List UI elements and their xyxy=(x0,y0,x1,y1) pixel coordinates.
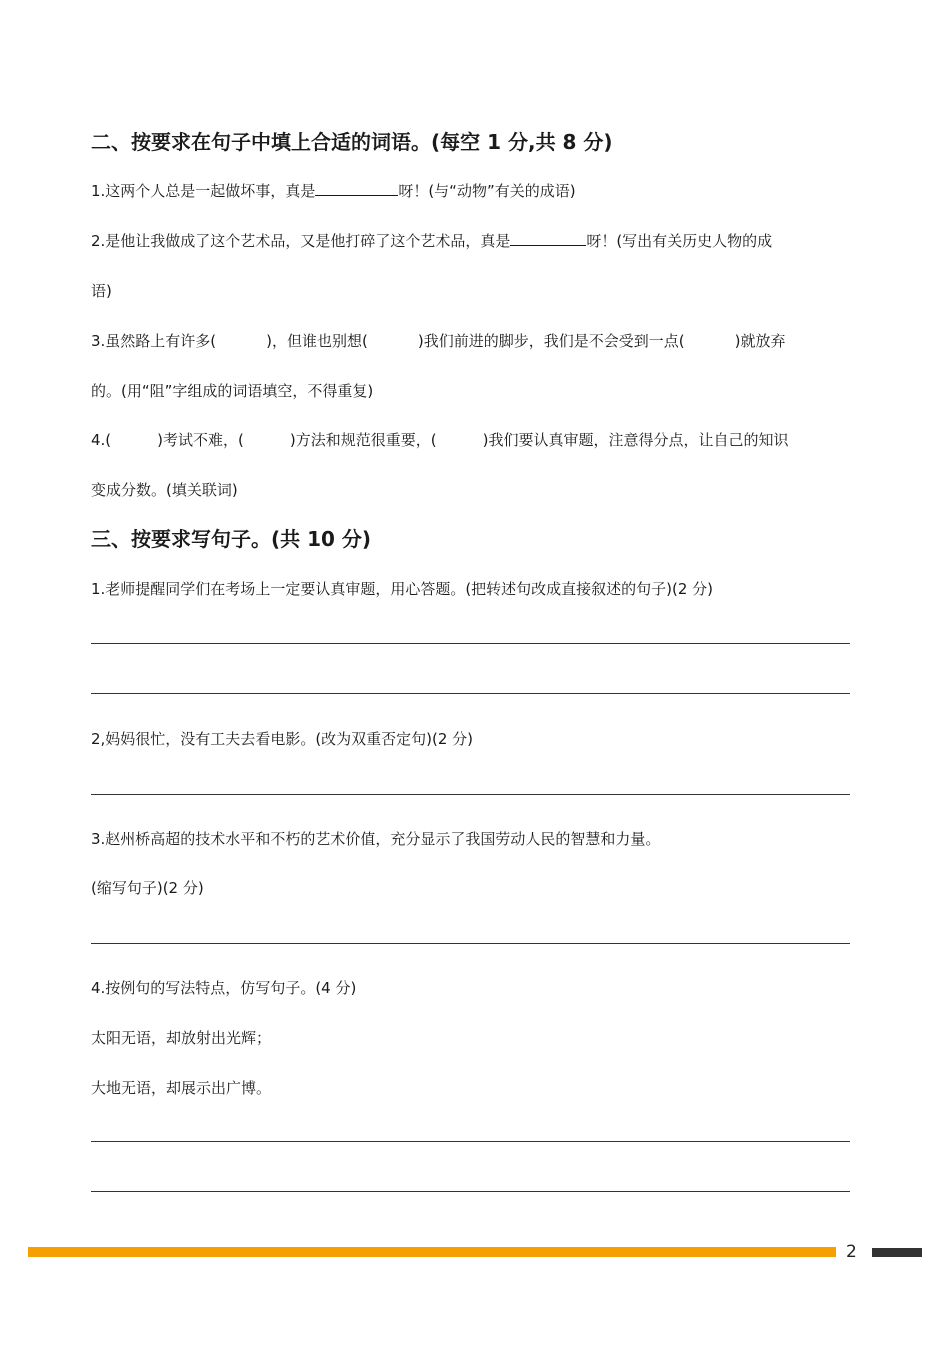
s3-question-2: 2,妈妈很忙，没有工夫去看电影。(改为双重否定句)(2 分) xyxy=(91,730,474,748)
s2-question-3 xyxy=(91,330,785,352)
s2-q3-text-3: )我们前进的脚步，我们是不会受到一点( xyxy=(417,332,685,350)
s2-q4-text-3: )方法和规范很重要，( xyxy=(289,431,437,449)
section-3-title: 三、按要求写句子。(共 10 分) xyxy=(91,527,372,551)
s3-question-4: 4.按例句的写法特点，仿写句子。(4 分) xyxy=(91,979,357,997)
footer-dark-bar xyxy=(872,1248,922,1257)
s2-q2-blank[interactable] xyxy=(510,230,586,246)
s3-question-1: 1.老师提醒同学们在考场上一定要认真审题，用心答题。(把转述句改成直接叙述的句子)(2 分) xyxy=(91,580,714,598)
s2-q2-text-after: 呀！(写出有关历史人物的成 xyxy=(586,232,773,250)
s3-q4-example-2: 大地无语，却展示出广博。 xyxy=(91,1079,272,1097)
s3-q2-answer-line[interactable] xyxy=(91,794,850,795)
s2-question-1 xyxy=(91,180,576,202)
s2-q2-continuation: 语) xyxy=(91,282,112,300)
s2-question-4 xyxy=(91,429,788,451)
s3-q1-answer-line-1[interactable] xyxy=(91,643,850,644)
s2-question-2 xyxy=(91,230,772,252)
s3-q3-continuation: (缩写句子)(2 分) xyxy=(91,879,204,897)
s2-q2-text-before: 2.是他让我做成了这个艺术品，又是他打碎了这个艺术品，真是 xyxy=(91,232,511,250)
section-2-title: 二、按要求在句子中填上合适的词语。(每空 1 分,共 8 分) xyxy=(91,130,613,154)
s3-q4-answer-line-2[interactable] xyxy=(91,1191,850,1192)
s2-q3-text-4: )就放弃 xyxy=(734,332,786,350)
s2-q4-text-2: )考试不难，( xyxy=(157,431,244,449)
s2-q1-blank[interactable] xyxy=(315,180,398,196)
s3-q4-example-1: 太阳无语，却放射出光辉； xyxy=(91,1029,272,1047)
s2-q4-text-1: 4.( xyxy=(91,431,112,449)
page-number: 2 xyxy=(846,1242,857,1262)
s3-q3-answer-line[interactable] xyxy=(91,943,850,944)
s2-q1-text-after: 呀！(与“动物”有关的成语) xyxy=(398,182,576,200)
s2-q4-text-4: )我们要认真审题，注意得分点，让自己的知识 xyxy=(482,431,789,449)
footer-accent-bar xyxy=(28,1247,836,1257)
s2-q4-continuation: 变成分数。(填关联词) xyxy=(91,481,238,499)
s2-q1-text-before: 1.这两个人总是一起做坏事，真是 xyxy=(91,182,316,200)
s3-q1-answer-line-2[interactable] xyxy=(91,693,850,694)
s3-question-3: 3.赵州桥高超的技术水平和不朽的艺术价值，充分显示了我国劳动人民的智慧和力量。 xyxy=(91,830,661,848)
s2-q3-text-1: 3.虽然路上有许多( xyxy=(91,332,217,350)
s3-q4-answer-line-1[interactable] xyxy=(91,1141,850,1142)
s2-q3-text-2: )，但谁也别想( xyxy=(266,332,368,350)
s2-q3-continuation: 的。(用“阻”字组成的词语填空，不得重复) xyxy=(91,382,374,400)
